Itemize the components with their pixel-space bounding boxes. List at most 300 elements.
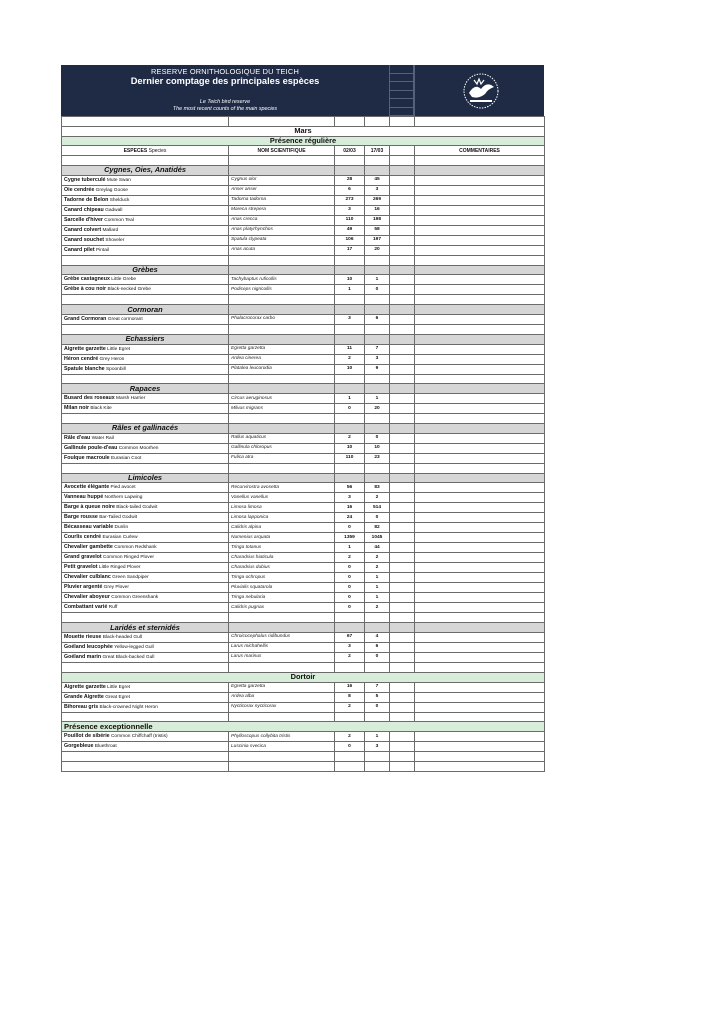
species-name-en: Little Ringed Plover [98, 565, 141, 571]
comment-cell [415, 503, 545, 513]
species-name-en: Shoveler [105, 237, 125, 243]
empty-cell [415, 662, 545, 672]
species-row [62, 692, 545, 702]
species-name-en: Green Sandpiper [112, 575, 149, 581]
empty-cell [390, 453, 415, 463]
category-cell [335, 384, 365, 394]
column-species-en: Species [148, 147, 167, 154]
species-name [62, 235, 229, 245]
count-date-1: 3 [335, 493, 365, 503]
category-cell [335, 334, 365, 344]
category-cell [390, 165, 415, 175]
species-name [62, 523, 229, 533]
scientific-name: Gallinula chloropus [229, 443, 335, 453]
comment-cell [415, 742, 545, 752]
species-row [62, 354, 545, 364]
empty-cell [390, 553, 415, 563]
empty-cell [390, 414, 415, 424]
empty-cell [390, 603, 415, 613]
species-row [62, 195, 545, 205]
empty-cell [229, 463, 335, 473]
comment-cell [415, 652, 545, 662]
species-name-fr: Chevalier aboyeur [64, 594, 110, 601]
species-name-en: Little Grebe [111, 277, 137, 283]
count-date-1: 2 [335, 732, 365, 742]
species-row [62, 364, 545, 374]
empty-cell [390, 175, 415, 185]
blank-row [62, 662, 545, 672]
comment-cell [415, 543, 545, 553]
species-name-en: Eurasian Coot [110, 455, 142, 461]
empty-cell [390, 523, 415, 533]
scientific-name: Cygnus olor [229, 175, 335, 185]
species-row [62, 563, 545, 573]
count-date-2: 4 [365, 632, 390, 642]
species-name-fr: Gallinule poule-d'eau [64, 444, 118, 451]
empty-cell [390, 245, 415, 255]
empty-cell [62, 752, 229, 762]
scientific-name: Tringa totanus [229, 543, 335, 553]
species-name [62, 503, 229, 513]
scientific-name: Ardea alba [229, 692, 335, 702]
count-date-2: 0 [365, 652, 390, 662]
empty-cell [415, 374, 545, 384]
empty-cell [390, 613, 415, 623]
category-cell [335, 623, 365, 633]
count-date-1: 2 [335, 702, 365, 712]
species-name-fr: Spatule blanche [64, 365, 105, 372]
species-row [62, 732, 545, 742]
blank-row [62, 613, 545, 623]
species-name-en: Common Ringed Plover [103, 555, 154, 561]
species-name [62, 215, 229, 225]
empty-cell [390, 463, 415, 473]
species-name-en: Bar-Tailed Godwit [99, 515, 138, 521]
empty-cell [415, 463, 545, 473]
count-date-2: 83 [365, 483, 390, 493]
species-name-en: Common Moorhen [118, 445, 159, 451]
species-row [62, 225, 545, 235]
species-name-fr: Héron cendré [64, 355, 99, 362]
count-date-2: 0 [365, 513, 390, 523]
species-row [62, 573, 545, 583]
species-row [62, 394, 545, 404]
species-name [62, 364, 229, 374]
empty-cell [390, 732, 415, 742]
empty-cell [415, 712, 545, 722]
category-label: Râles et gallinacés [62, 423, 229, 433]
species-name [62, 433, 229, 443]
species-name [62, 732, 229, 742]
blank-row [62, 324, 545, 334]
scientific-name: Milvus migrans [229, 404, 335, 414]
category-cell [415, 265, 545, 275]
species-name-fr: Pluvier argenté [64, 584, 103, 591]
scientific-name: Anser anser [229, 185, 335, 195]
count-date-2: 10 [365, 443, 390, 453]
empty-cell [229, 712, 335, 722]
column-header-row [62, 146, 545, 156]
comment-cell [415, 632, 545, 642]
species-name-en: Mallard [102, 227, 119, 233]
section-row [62, 722, 545, 732]
empty-cell [229, 255, 335, 265]
empty-cell [390, 225, 415, 235]
species-name-fr: Grande Aigrette [64, 693, 104, 700]
category-cell [390, 305, 415, 315]
empty-cell [62, 414, 229, 424]
species-name [62, 642, 229, 652]
count-date-2: 1 [365, 732, 390, 742]
category-cell [415, 305, 545, 315]
species-row [62, 603, 545, 613]
comment-cell [415, 394, 545, 404]
scientific-name: Phylloscopus collybita tristis [229, 732, 335, 742]
species-row [62, 523, 545, 533]
species-name-fr: Milan noir [64, 405, 90, 412]
category-cell [229, 473, 335, 483]
species-name-fr: Goéland leucophée [64, 643, 113, 650]
comment-cell [415, 702, 545, 712]
count-date-1: 1 [335, 394, 365, 404]
species-name-en: Black-tailed Godwit [116, 505, 158, 511]
empty-cell [415, 761, 545, 771]
species-name [62, 652, 229, 662]
month-label: Mars [62, 126, 545, 136]
species-row [62, 553, 545, 563]
empty-cell [335, 752, 365, 762]
species-name [62, 702, 229, 712]
count-date-1: 0 [335, 593, 365, 603]
species-name [62, 344, 229, 354]
scientific-name: Mareca strepera [229, 205, 335, 215]
empty-cell [365, 255, 390, 265]
header-grid-line [414, 65, 415, 116]
species-name-en: Black-crowned Night Heron [99, 704, 158, 710]
species-name-fr: Grèbe castagneux [64, 276, 110, 283]
comment-cell [415, 533, 545, 543]
species-name-fr: Goéland marin [64, 653, 102, 660]
empty-cell [390, 394, 415, 404]
count-date-1: 6 [335, 185, 365, 195]
blank-row [62, 463, 545, 473]
empty-cell [390, 583, 415, 593]
empty-cell [62, 374, 229, 384]
species-name [62, 404, 229, 414]
scientific-name: Phalacrocorax carbo [229, 314, 335, 324]
species-name-en: Common Teal [104, 217, 134, 223]
species-name-en: Great Black-backed Gull [102, 654, 155, 660]
category-cell [390, 334, 415, 344]
empty-cell [229, 662, 335, 672]
species-name [62, 314, 229, 324]
category-cell [415, 623, 545, 633]
species-name-en: Bluethroat [94, 744, 117, 750]
empty-cell [390, 593, 415, 603]
species-name-en: Little Egret [107, 684, 131, 690]
empty-cell [365, 463, 390, 473]
empty-cell [390, 573, 415, 583]
species-name-en: Black-necked Grebe [107, 287, 151, 293]
comment-cell [415, 205, 545, 215]
empty-cell [365, 761, 390, 771]
species-name [62, 205, 229, 215]
category-cell [390, 423, 415, 433]
species-name [62, 543, 229, 553]
species-row [62, 185, 545, 195]
species-name-en: Black-headed Gull [102, 634, 142, 640]
category-cell [365, 334, 390, 344]
empty-cell [390, 692, 415, 702]
count-date-2: 7 [365, 344, 390, 354]
count-date-1: 10 [335, 364, 365, 374]
count-date-2: 2 [365, 563, 390, 573]
blank-row [62, 255, 545, 265]
count-date-1: 0 [335, 573, 365, 583]
category-cell [335, 165, 365, 175]
count-date-1: 67 [335, 632, 365, 642]
count-date-1: 10 [335, 275, 365, 285]
species-name-en: Great Egret [105, 694, 130, 700]
count-date-2: 58 [365, 225, 390, 235]
scientific-name: Egretta garzetta [229, 344, 335, 354]
scientific-name: Calidris alpina [229, 523, 335, 533]
count-date-1: 2 [335, 652, 365, 662]
comment-cell [415, 275, 545, 285]
species-name [62, 553, 229, 563]
column-date-2: 17/03 [365, 146, 390, 156]
scientific-name: Calidris pugnax [229, 603, 335, 613]
empty-cell [335, 374, 365, 384]
empty-cell [335, 414, 365, 424]
empty-cell [229, 374, 335, 384]
empty-cell [335, 761, 365, 771]
empty-cell [390, 354, 415, 364]
comment-cell [415, 245, 545, 255]
species-name-en: Marsh Harrier [115, 396, 146, 402]
blank-row [62, 752, 545, 762]
empty-cell [390, 662, 415, 672]
scientific-name: Tadorna tadorna [229, 195, 335, 205]
empty-cell [390, 563, 415, 573]
species-name-en: Common Chiffchaff (tristis) [110, 734, 168, 740]
count-date-1: 2 [335, 433, 365, 443]
comment-cell [415, 404, 545, 414]
species-name [62, 483, 229, 493]
species-name-fr: Avocette élégante [64, 484, 110, 491]
count-date-2: 1 [365, 593, 390, 603]
empty-cell [335, 712, 365, 722]
species-name [62, 573, 229, 583]
species-row [62, 493, 545, 503]
empty-cell [365, 156, 390, 166]
category-row [62, 165, 545, 175]
category-cell [390, 473, 415, 483]
species-name-en: Ruff [108, 605, 118, 611]
empty-cell [390, 642, 415, 652]
species-name [62, 692, 229, 702]
species-name-fr: Tadorne de Belon [64, 196, 109, 203]
count-date-2: 1 [365, 583, 390, 593]
species-name-fr: Canard chipeau [64, 206, 104, 213]
empty-cell [335, 156, 365, 166]
count-date-2: 197 [365, 235, 390, 245]
species-name [62, 563, 229, 573]
species-name-fr: Pouillot de sibérie [64, 733, 110, 740]
count-date-1: 28 [335, 175, 365, 185]
count-date-2: 6 [365, 314, 390, 324]
comment-cell [415, 513, 545, 523]
count-date-2: 1 [365, 394, 390, 404]
species-name-fr: Petit gravelot [64, 564, 98, 571]
section-label: Dortoir [62, 672, 545, 682]
category-label: Rapaces [62, 384, 229, 394]
count-date-1: 2 [335, 553, 365, 563]
empty-cell [390, 652, 415, 662]
scientific-name: Larus marinus [229, 652, 335, 662]
count-date-1: 24 [335, 513, 365, 523]
comment-cell [415, 593, 545, 603]
counts-table [61, 116, 545, 772]
comment-cell [415, 433, 545, 443]
empty-cell [229, 761, 335, 771]
category-cell [365, 473, 390, 483]
empty-cell [62, 156, 229, 166]
empty-cell [390, 533, 415, 543]
scientific-name: Egretta garzetta [229, 682, 335, 692]
species-name-en: Eurasian Curlew [102, 535, 138, 541]
species-name-fr: Canard pilet [64, 246, 95, 253]
scientific-name: Luscinia svecica [229, 742, 335, 752]
count-date-2: 20 [365, 404, 390, 414]
species-row [62, 652, 545, 662]
species-name-fr: Râle d'eau [64, 434, 91, 441]
empty-cell [365, 374, 390, 384]
species-name-en: Mute Swan [106, 177, 131, 183]
empty-cell [390, 702, 415, 712]
comment-cell [415, 175, 545, 185]
species-row [62, 314, 545, 324]
species-name [62, 742, 229, 752]
empty-cell [390, 156, 415, 166]
comment-cell [415, 603, 545, 613]
species-name-fr: Vanneau huppé [64, 494, 104, 501]
empty-cell [390, 543, 415, 553]
count-date-1: 10 [335, 443, 365, 453]
comment-cell [415, 563, 545, 573]
species-name-fr: Foulque macroule [64, 454, 110, 461]
comment-cell [415, 523, 545, 533]
empty-cell [365, 414, 390, 424]
category-cell [229, 623, 335, 633]
count-date-1: 49 [335, 225, 365, 235]
scientific-name: Anas crecca [229, 215, 335, 225]
empty-cell [415, 295, 545, 305]
empty-cell [335, 613, 365, 623]
scientific-name: Tringa ochropus [229, 573, 335, 583]
species-name [62, 245, 229, 255]
scientific-name: Limosa lapponica [229, 513, 335, 523]
scientific-name: Spatula clypeata [229, 235, 335, 245]
species-name-fr: Canard colvert [64, 226, 102, 233]
species-name-en: Water Rail [91, 435, 114, 441]
scientific-name: Numenius arquata [229, 533, 335, 543]
species-name [62, 285, 229, 295]
empty-cell [390, 324, 415, 334]
empty-cell [390, 185, 415, 195]
count-date-2: 20 [365, 245, 390, 255]
category-row [62, 265, 545, 275]
empty-cell [335, 295, 365, 305]
count-date-2: 2 [365, 493, 390, 503]
empty-cell [365, 324, 390, 334]
empty-cell [390, 404, 415, 414]
species-row [62, 533, 545, 543]
empty-cell [390, 215, 415, 225]
column-comments: COMMENTAIRES [415, 146, 545, 156]
count-date-1: 110 [335, 453, 365, 463]
category-cell [229, 165, 335, 175]
species-row [62, 245, 545, 255]
category-label: Echassiers [62, 334, 229, 344]
count-date-2: 3 [365, 742, 390, 752]
category-cell [335, 305, 365, 315]
empty-cell [415, 752, 545, 762]
count-date-2: 44 [365, 543, 390, 553]
category-cell [415, 384, 545, 394]
column-empty [390, 146, 415, 156]
species-name-fr: Barge à queue noire [64, 504, 115, 511]
category-label: Laridés et sternidés [62, 623, 229, 633]
count-date-1: 110 [335, 215, 365, 225]
species-name-en: Dunlin [114, 525, 129, 531]
species-row [62, 632, 545, 642]
count-date-2: 1 [365, 275, 390, 285]
species-name [62, 453, 229, 463]
count-date-1: 0 [335, 583, 365, 593]
species-row [62, 175, 545, 185]
species-name [62, 185, 229, 195]
species-name-en: Common Redshank [114, 545, 157, 551]
species-row [62, 433, 545, 443]
category-row [62, 473, 545, 483]
category-cell [415, 334, 545, 344]
species-row [62, 275, 545, 285]
count-date-2: 514 [365, 503, 390, 513]
count-date-2: 198 [365, 215, 390, 225]
species-name-fr: Barge rousse [64, 514, 98, 521]
species-name-en: Spoonbill [105, 366, 126, 372]
empty-cell [390, 742, 415, 752]
comment-cell [415, 692, 545, 702]
species-row [62, 235, 545, 245]
species-name [62, 513, 229, 523]
empty-cell [390, 235, 415, 245]
species-row [62, 682, 545, 692]
empty-cell [390, 513, 415, 523]
empty-cell [229, 752, 335, 762]
species-name-fr: Cygne tuberculé [64, 176, 106, 183]
comment-cell [415, 493, 545, 503]
species-row [62, 404, 545, 414]
empty-cell [335, 463, 365, 473]
count-date-2: 3 [365, 354, 390, 364]
empty-cell [390, 632, 415, 642]
empty-cell [365, 613, 390, 623]
empty-cell [390, 314, 415, 324]
species-name-en: Common Greenshank [111, 595, 159, 601]
species-name-en: Little Egret [107, 346, 131, 352]
